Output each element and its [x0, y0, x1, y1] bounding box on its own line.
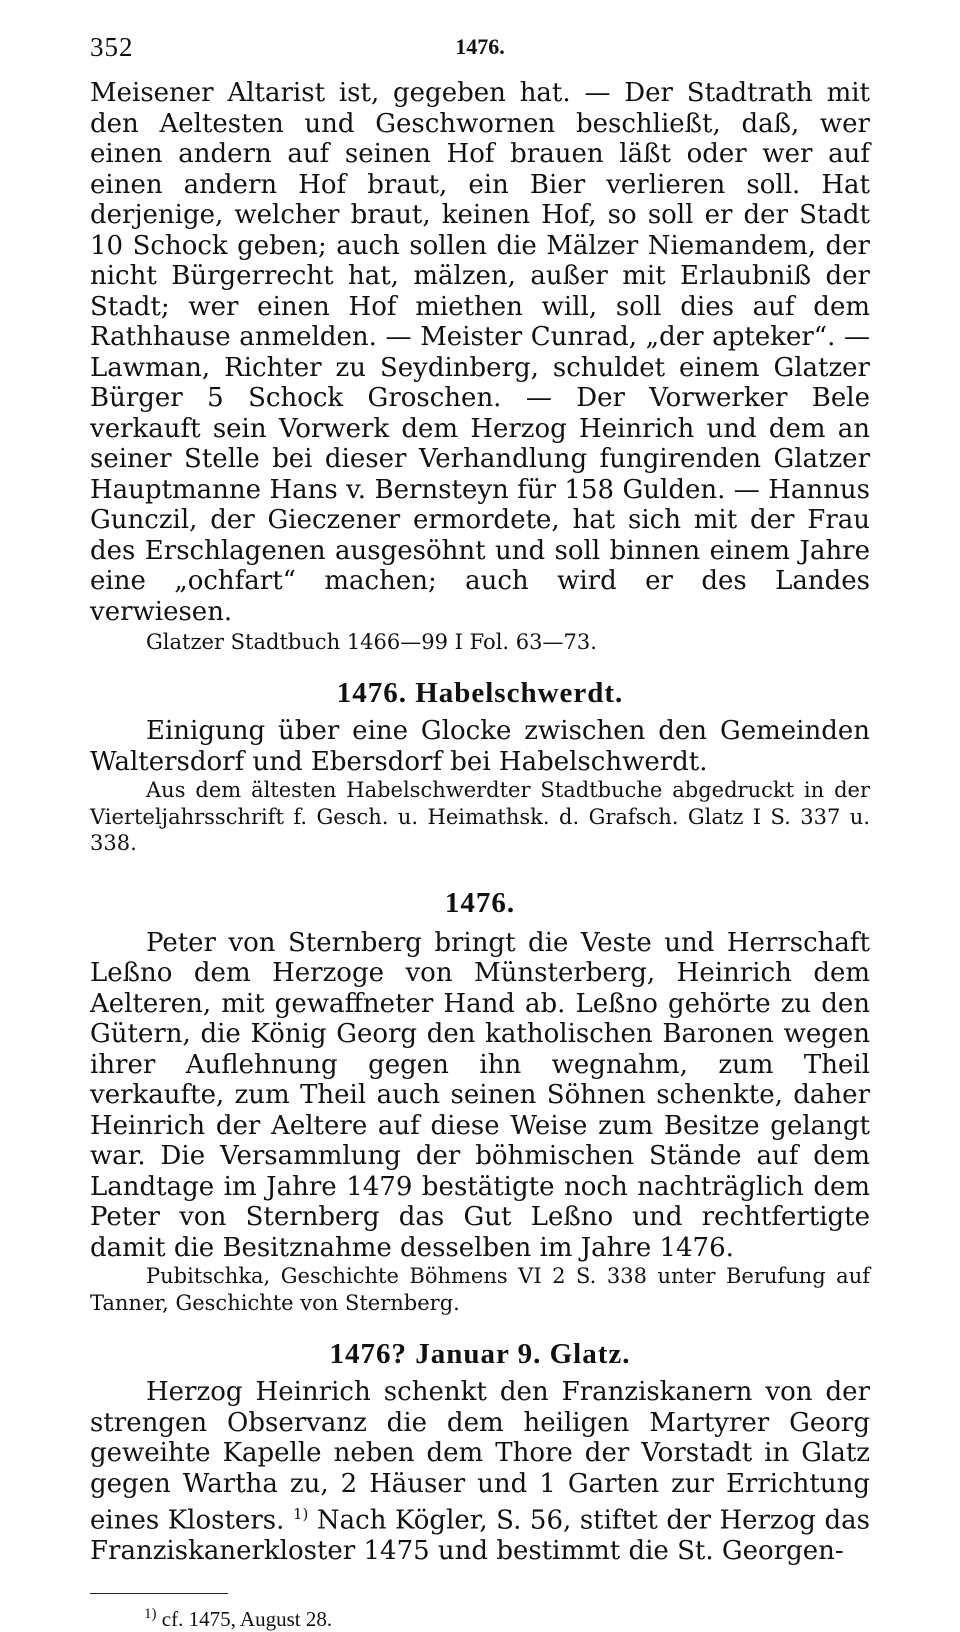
source-citation: Glatzer Stadtbuch 1466—99 I Fol. 63—73. [146, 630, 597, 654]
running-head: 1476. [455, 34, 505, 59]
document-page [90, 32, 870, 1632]
footnote-mark: 1) [144, 1605, 157, 1622]
entry-paragraph [90, 1377, 870, 1567]
entry-heading: 1476. Habelschwerdt. [336, 677, 624, 709]
page-number: 352 [90, 32, 134, 62]
footnote-divider [90, 1593, 228, 1594]
entry-heading: 1476? Januar 9. Glatz. [329, 1338, 631, 1370]
entry-paragraph: Meisener Altarist ist, gegeben hat. — Der Stadtrath mit den Aeltesten und Geschwornen beschließt, daß, wer einen andern auf seinen Hof brauen läßt oder wer auf einen andern Hof braut, ein Bier verlieren soll. Hat derjenige, welcher braut, keinen Hof, so soll er der Stadt 10 Schock geben; auch sollen die Mälzer Niemandem, der nicht Bürgerrecht hat, mälzen, außer mit Erlaubniß der Stadt; wer einen Hof miethen will, soll dies auf dem Rathhause anmelden. — Meister Cunrad, „der apteker“. — Lawman, Richter zu Seydinberg, schuldet einem Glatzer Bürger 5 Schock Groschen. — Der Vorwerker Bele verkauft sein Vorwerk dem Herzog Heinrich und dem an seiner Stelle bei dieser Verhandlung fungirenden Glatzer Hauptmanne Hans v. Bernsteyn für 158 Gulden. — Hannus Gunczil, der Gieczener ermordete, hat sich mit der Frau des Erschlagenen ausgesöhnt und soll binnen einem Jahre eine „ochfart“ machen; auch wird er des Landes verwiesen. [90, 78, 870, 627]
entry-heading: 1476. [444, 886, 516, 919]
source-citation: Aus dem ältesten Habelschwerdter Stadtbuche abgedruckt in der Vierteljahrsschrift f. Gesch. u. Heimathsk. d. Grafsch. Glatz I S. 337 u. 338. [90, 778, 870, 855]
paragraph-text: Herzog Heinrich schenkt den Franziskanern von der strengen Observanz die dem heiligen Martyrer Georg geweihte Kapelle neben dem Thore der Vorstadt in Glatz gegen Wartha zu, 2 Häuser und 1 Garten zur Errichtung eines Klosters. [90, 1377, 870, 1536]
footnote-text: cf. 1475, August 28. [156, 1606, 333, 1631]
source-citation: Pubitschka, Geschichte Böhmens VI 2 S. 338 unter Berufung auf Tanner, Geschichte von Sternberg. [90, 1264, 870, 1315]
footnote [144, 1606, 870, 1632]
footnote-reference: 1) [292, 1505, 309, 1523]
page-header [90, 32, 870, 78]
entry-paragraph: Peter von Sternberg bringt die Veste und Herrschaft Leßno dem Herzoge von Münsterberg, Heinrich dem Aelteren, mit gewaffneter Hand ab. Leßno gehörte zu den Gütern, die König Georg den katholischen Baronen wegen ihrer Auflehnung gegen ihn wegnahm, zum Theil verkaufte, zum Theil auch seinen Söhnen schenkte, daher Heinrich der Aeltere auf diese Weise zum Besitze gelangt war. Die Versammlung der böhmischen Stände auf dem Landtage im Jahre 1479 bestätigte noch nachträglich dem Peter von Sternberg das Gut Leßno und rechtfertigte damit die Besitznahme desselben im Jahre 1476. [90, 927, 870, 1263]
entry-paragraph: Einigung über eine Glocke zwischen den Gemeinden Waltersdorf und Ebersdorf bei Habelschwerdt. [90, 716, 870, 777]
paragraph-text: Nach Kögler, S. 56, stiftet der Herzog das Franziskanerkloster 1475 und bestimmt die St. Georgen- [90, 1505, 870, 1567]
